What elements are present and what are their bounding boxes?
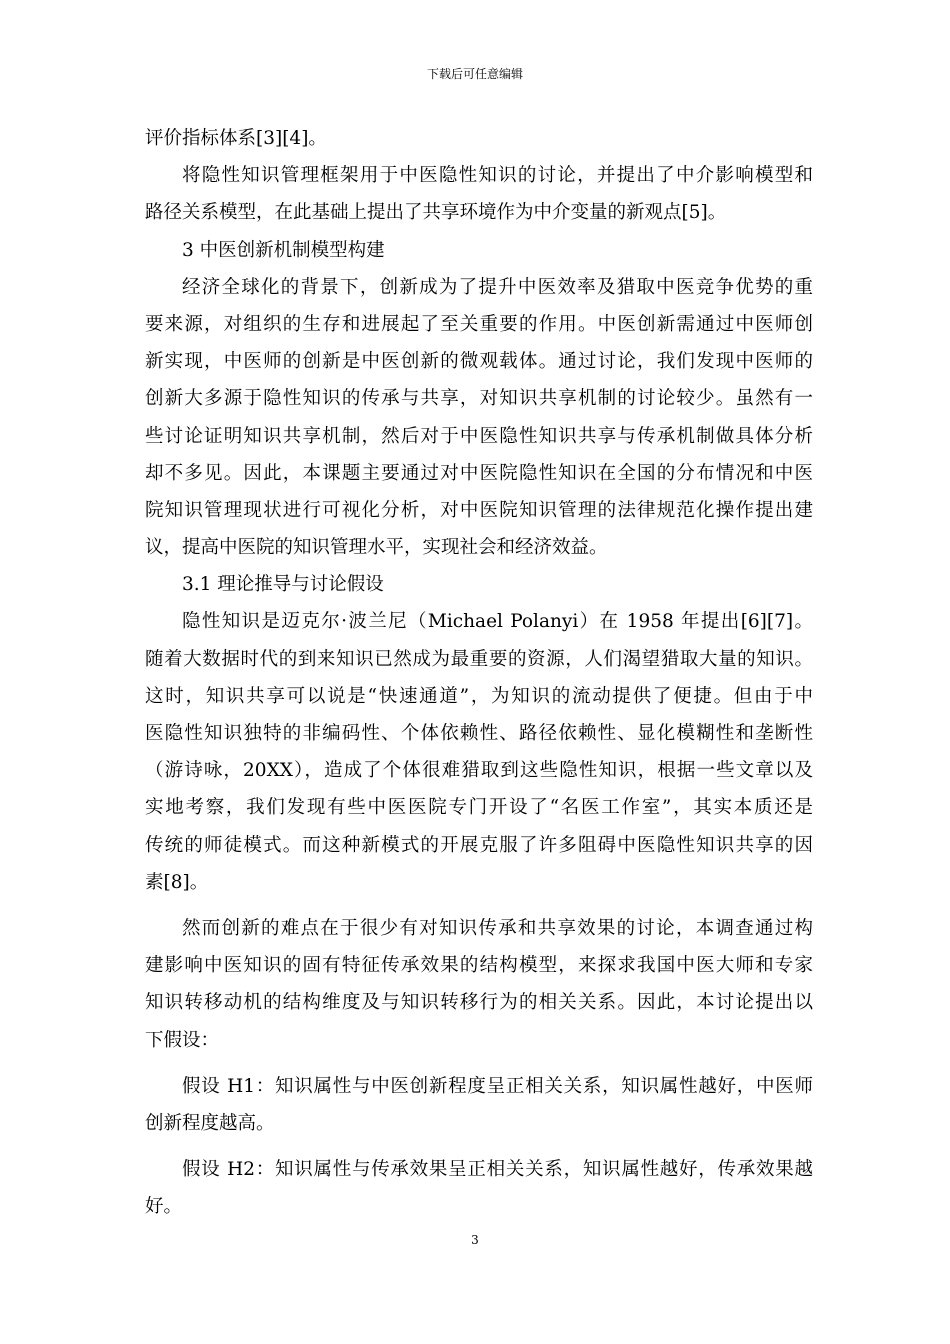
text-line: 创新大多源于隐性知识的传承与共享，对知识共享机制的讨论较少。虽然有一 <box>145 388 813 410</box>
text-line: 素[8]。 <box>145 871 209 893</box>
text-line: 院知识管理现状进行可视化分析，对中医院知识管理的法律规范化操作提出建 <box>145 499 813 521</box>
text-line: 3 中医创新机制模型构建 <box>182 239 385 261</box>
text-line: 议，提高中医院的知识管理水平，实现社会和经济效益。 <box>145 537 608 559</box>
text-line: （游诗咏，20XX），造成了个体很难猎取到这些隐性知识，根据一些文章以及 <box>145 760 813 782</box>
text-line: 知识转移动机的结构维度及与知识转移行为的相关关系。因此，本讨论提出以 <box>145 992 813 1014</box>
text-line: 却不多见。因此，本课题主要通过对中医院隐性知识在全国的分布情况和中医 <box>145 462 813 484</box>
text-line: 3.1 理论推导与讨论假设 <box>182 574 384 596</box>
text-line: 然而创新的难点在于很少有对知识传承和共享效果的讨论，本调查通过构 <box>182 917 813 939</box>
text-line: 假设 H1：知识属性与中医创新程度呈正相关关系，知识属性越好，中医师 <box>182 1075 813 1097</box>
document-body <box>145 120 813 1225</box>
text-line: 假设 H2：知识属性与传承效果呈正相关关系，知识属性越好，传承效果越 <box>182 1159 813 1181</box>
text-line: 经济全球化的背景下，创新成为了提升中医效率及猎取中医竞争优势的重 <box>182 276 813 298</box>
paragraph-gap <box>145 901 813 910</box>
text-line: 传统的师徒模式。而这种新模式的开展克服了许多阻碍中医隐性知识共享的因 <box>145 834 813 856</box>
page-header: 下载后可任意编辑 <box>426 67 523 81</box>
text-line: 建影响中医知识的固有特征传承效果的结构模型，来探求我国中医大师和专家 <box>145 955 813 977</box>
text-line: 评价指标体系[3][4]。 <box>145 128 327 149</box>
text-line: 创新程度越高。 <box>145 1112 275 1134</box>
text-line: 将隐性知识管理框架用于中医隐性知识的讨论，并提出了中介影响模型和 <box>182 165 813 187</box>
text-line: 隐性知识是迈克尔·波兰尼（Michael Polanyi）在 1958 年提出[6][7]。 <box>182 611 813 633</box>
text-line: 些讨论证明知识共享机制，然后对于中医隐性知识共享与传承机制做具体分析 <box>145 425 813 447</box>
text-line: 下假设： <box>145 1029 220 1051</box>
page-number: 3 <box>471 1233 479 1247</box>
text-line: 好。 <box>145 1196 183 1218</box>
paragraph-gap <box>145 1059 813 1068</box>
text-line: 这时，知识共享可以说是“快速通道”，为知识的流动提供了便捷。但由于中 <box>145 685 813 707</box>
text-line: 实地考察，我们发现有些中医医院专门开设了“名医工作室”，其实本质还是 <box>145 797 813 819</box>
text-line: 随着大数据时代的到来知识已然成为最重要的资源，人们渴望猎取大量的知识。 <box>145 648 813 670</box>
text-line: 新实现，中医师的创新是中医创新的微观载体。通过讨论，我们发现中医师的 <box>145 351 813 373</box>
text-line: 路径关系模型，在此基础上提出了共享环境作为中介变量的新观点[5]。 <box>145 202 727 224</box>
text-line: 医隐性知识独特的非编码性、个体依赖性、路径依赖性、显化模糊性和垄断性 <box>145 723 813 744</box>
paragraph-gap <box>145 1142 813 1151</box>
text-line: 要来源，对组织的生存和进展起了至关重要的作用。中医创新需通过中医师创 <box>145 313 813 335</box>
